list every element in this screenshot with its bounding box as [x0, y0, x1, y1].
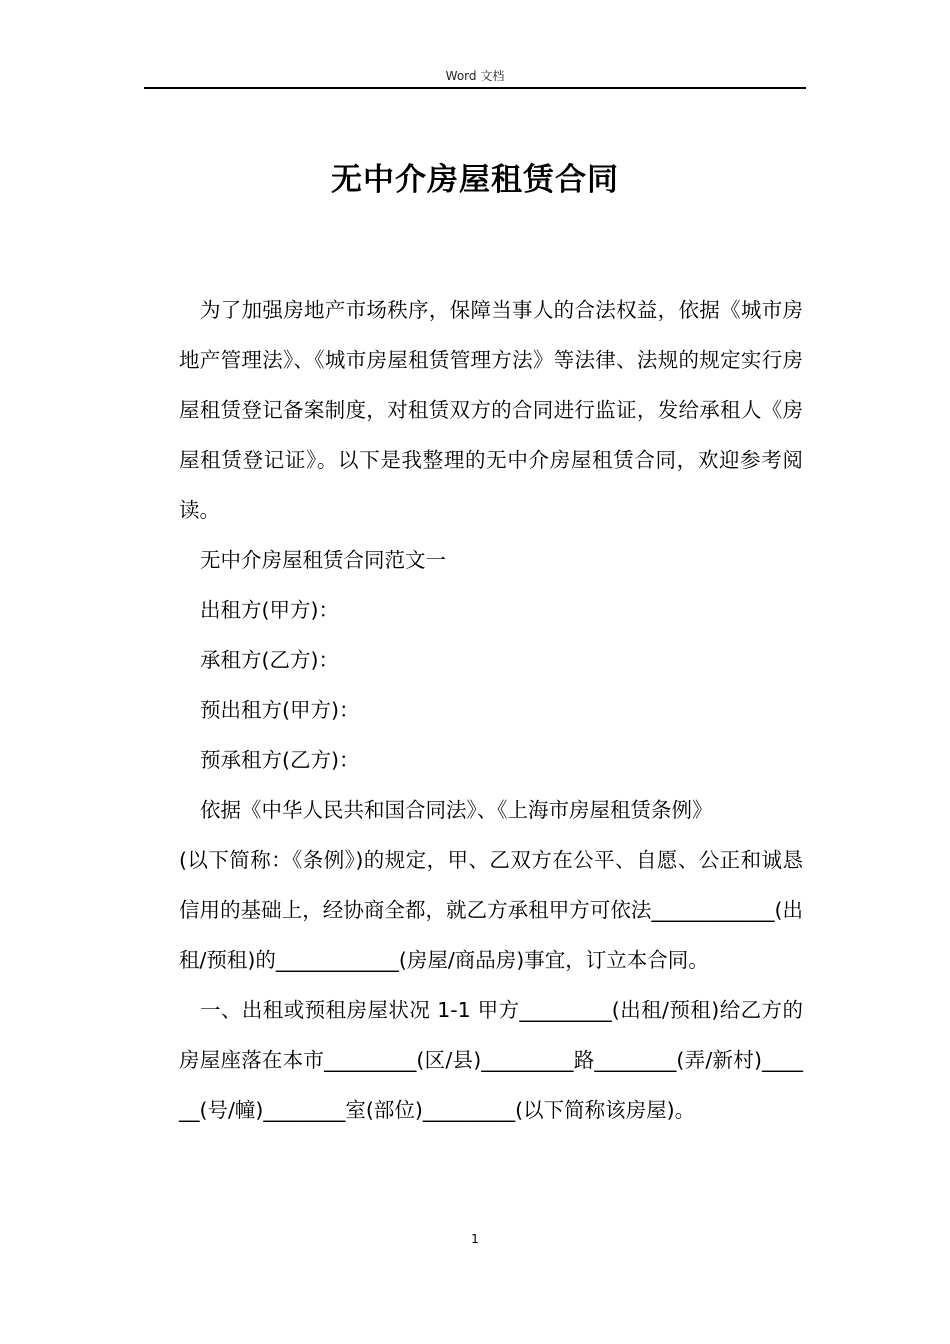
- paragraph-pre-lessee: 预承租方(乙方)：: [200, 748, 360, 772]
- paragraph-legal-basis: 依据《中华人民共和国合同法》、《上海市房屋租赁条例》: [200, 798, 713, 822]
- paragraph-lessor: 出租方(甲方)：: [200, 598, 339, 622]
- header-divider: [144, 87, 806, 89]
- document-body: [179, 285, 803, 1135]
- page-header-label: Word 文档: [445, 69, 505, 83]
- paragraph-sample-heading: 无中介房屋租赁合同范文一: [200, 548, 446, 572]
- paragraph-intro: 为了加强房地产市场秩序，保障当事人的合法权益，依据《城市房地产管理法》、《城市房屋租赁管理方法》等法律、法规的规定实行房屋租赁登记备案制度，对租赁双方的合同进行监证，发给承租人《房屋租赁登记证》。以下是我整理的无中介房屋租赁合同，欢迎参考阅读。: [179, 298, 803, 522]
- document-title: 无中介房屋租赁合同: [331, 162, 619, 198]
- paragraph-lessee: 承租方(乙方)：: [200, 648, 339, 672]
- page-number: 1: [471, 1232, 479, 1246]
- paragraph-pre-lessor: 预出租方(甲方)：: [200, 698, 360, 722]
- paragraph-clause-1: 一、出租或预租房屋状况 1-1 甲方_________(出租/预租)给乙方的房屋座落在本市_________(区/县)_________路________(弄/新村)______(号/幢)________室(部位)_________(以下简称该房屋)。: [179, 998, 803, 1122]
- paragraph-agreement: (以下简称：《条例》)的规定，甲、乙双方在公平、自愿、公正和诚恳信用的基础上，经协商全都，就乙方承租甲方可依法____________(出租/预租)的____________(房屋/商品房)事宜，订立本合同。: [179, 848, 803, 972]
